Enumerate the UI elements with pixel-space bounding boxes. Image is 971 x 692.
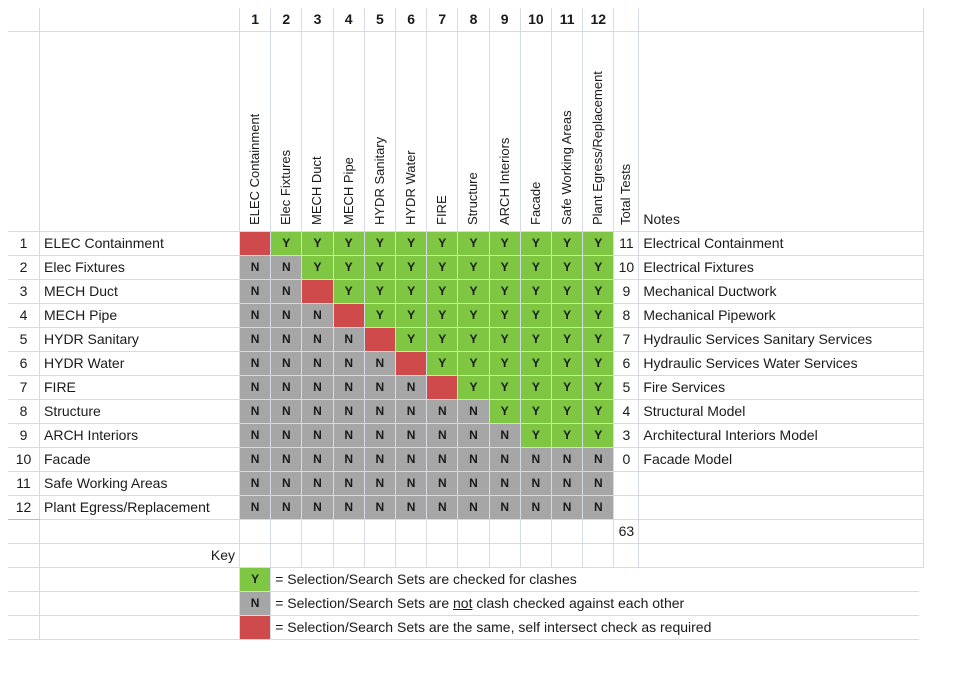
matrix-cell[interactable]: N (458, 496, 489, 520)
column-header-label: Facade (527, 181, 543, 225)
row-note[interactable]: Electrical Containment (639, 232, 924, 256)
row-note[interactable]: Mechanical Pipework (639, 304, 924, 328)
blank-cell[interactable] (271, 544, 302, 568)
matrix-cell[interactable]: Y (552, 256, 583, 280)
matrix-cell[interactable]: Y (458, 232, 489, 256)
column-header-label: ARCH Interiors (496, 137, 512, 225)
column-header-label: FIRE (434, 195, 450, 225)
key-swatch-S (240, 616, 271, 640)
blank-cell[interactable] (334, 544, 365, 568)
matrix-cell[interactable]: N (396, 496, 427, 520)
corner-cell[interactable] (8, 8, 40, 32)
matrix-cell[interactable]: N (240, 400, 271, 424)
column-number[interactable]: 3 (302, 8, 333, 32)
column-header-cell[interactable] (552, 32, 583, 232)
column-header-label: Elec Fixtures (278, 149, 294, 225)
key-description (271, 592, 919, 616)
matrix-cell[interactable]: N (365, 496, 396, 520)
row-note[interactable]: Mechanical Ductwork (639, 280, 924, 304)
row-total[interactable]: 5 (614, 376, 639, 400)
row-label[interactable]: Plant Egress/Replacement (40, 496, 240, 520)
matrix-cell[interactable]: N (458, 400, 489, 424)
matrix-cell[interactable]: Y (490, 352, 521, 376)
matrix-cell[interactable]: Y (490, 400, 521, 424)
matrix-cell[interactable]: N (334, 472, 365, 496)
row-note[interactable]: Facade Model (639, 448, 924, 472)
key-swatch-N: N (240, 592, 271, 616)
row-note[interactable]: Architectural Interiors Model (639, 424, 924, 448)
matrix-cell[interactable]: Y (552, 328, 583, 352)
matrix-cell[interactable]: Y (552, 280, 583, 304)
matrix-cell[interactable]: N (552, 472, 583, 496)
matrix-cell[interactable]: Y (490, 328, 521, 352)
column-number[interactable]: 10 (521, 8, 552, 32)
matrix-cell[interactable]: Y (552, 232, 583, 256)
matrix-cell[interactable]: N (365, 472, 396, 496)
matrix-cell[interactable] (302, 280, 333, 304)
column-number[interactable]: 1 (240, 8, 271, 32)
matrix-cell[interactable]: Y (458, 280, 489, 304)
blank-cell[interactable] (302, 520, 333, 544)
matrix-cell[interactable]: Y (490, 256, 521, 280)
matrix-cell[interactable]: N (334, 352, 365, 376)
matrix-cell[interactable]: Y (583, 352, 614, 376)
matrix-cell[interactable]: N (490, 472, 521, 496)
matrix-cell[interactable]: N (396, 448, 427, 472)
matrix-cell[interactable]: N (271, 352, 302, 376)
column-header-label: Structure (465, 172, 481, 225)
row-total[interactable]: 8 (614, 304, 639, 328)
column-header-label: Safe Working Areas (559, 110, 575, 225)
blank-cell[interactable] (40, 520, 240, 544)
matrix-cell[interactable]: N (427, 448, 458, 472)
blank-cell[interactable] (8, 592, 40, 616)
matrix-cell[interactable]: N (271, 328, 302, 352)
blank-cell[interactable] (240, 520, 271, 544)
blank-cell[interactable] (365, 520, 396, 544)
row-number[interactable]: 8 (8, 400, 40, 424)
blank-cell[interactable] (396, 544, 427, 568)
matrix-cell[interactable]: Y (552, 304, 583, 328)
matrix-cell[interactable]: Y (583, 256, 614, 280)
matrix-cell[interactable]: Y (396, 280, 427, 304)
row-note[interactable]: Hydraulic Services Water Services (639, 352, 924, 376)
row-total[interactable] (614, 472, 639, 496)
matrix-cell[interactable]: Y (521, 352, 552, 376)
matrix-cell[interactable]: Y (490, 280, 521, 304)
matrix-cell[interactable]: N (365, 448, 396, 472)
matrix-cell[interactable] (365, 328, 396, 352)
column-header-cell[interactable] (302, 32, 333, 232)
row-label[interactable]: ELEC Containment (40, 232, 240, 256)
matrix-cell[interactable]: Y (427, 304, 458, 328)
row-label[interactable]: Elec Fixtures (40, 256, 240, 280)
row-number[interactable]: 6 (8, 352, 40, 376)
blank-cell[interactable] (396, 520, 427, 544)
matrix-cell[interactable]: N (240, 472, 271, 496)
row-number[interactable]: 4 (8, 304, 40, 328)
matrix-cell[interactable]: Y (521, 256, 552, 280)
matrix-cell[interactable]: N (271, 448, 302, 472)
matrix-cell[interactable]: Y (552, 376, 583, 400)
matrix-cell[interactable]: Y (458, 352, 489, 376)
matrix-cell[interactable]: N (240, 304, 271, 328)
blank-cell[interactable] (8, 616, 40, 640)
matrix-cell[interactable]: N (427, 496, 458, 520)
row-note[interactable]: Hydraulic Services Sanitary Services (639, 328, 924, 352)
notes-header: Notes (643, 211, 680, 227)
column-header-cell[interactable] (396, 32, 427, 232)
matrix-cell[interactable]: Y (334, 280, 365, 304)
blank-cell[interactable] (521, 544, 552, 568)
matrix-cell[interactable]: Y (552, 400, 583, 424)
blank-cell[interactable] (334, 520, 365, 544)
total-tests-header: Total Tests (618, 163, 634, 225)
matrix-cell[interactable]: Y (427, 352, 458, 376)
selection-border (8, 519, 40, 520)
matrix-cell[interactable]: N (396, 400, 427, 424)
matrix-cell[interactable]: N (240, 496, 271, 520)
matrix-cell[interactable]: N (302, 400, 333, 424)
matrix-cell[interactable]: N (302, 496, 333, 520)
matrix-cell[interactable]: N (240, 424, 271, 448)
column-header-label: MECH Duct (309, 156, 325, 225)
notes-number-cell[interactable] (639, 8, 924, 32)
matrix-cell[interactable]: N (302, 376, 333, 400)
matrix-cell[interactable]: Y (583, 304, 614, 328)
matrix-cell[interactable]: Y (427, 280, 458, 304)
blank-cell[interactable] (40, 568, 240, 592)
row-label[interactable]: MECH Duct (40, 280, 240, 304)
matrix-cell[interactable]: N (271, 424, 302, 448)
row-number[interactable]: 3 (8, 280, 40, 304)
key-text-emphasis: not (453, 595, 473, 611)
matrix-cell[interactable]: Y (396, 232, 427, 256)
notes-header-cell[interactable] (639, 32, 924, 232)
matrix-cell[interactable]: N (521, 472, 552, 496)
row-total[interactable]: 9 (614, 280, 639, 304)
column-header-label: HYDR Sanitary (371, 136, 387, 225)
matrix-cell[interactable]: N (240, 328, 271, 352)
blank-cell[interactable] (8, 544, 40, 568)
blank-cell[interactable] (40, 616, 240, 640)
matrix-cell[interactable]: Y (427, 256, 458, 280)
row-total[interactable]: 11 (614, 232, 639, 256)
matrix-cell[interactable]: N (583, 472, 614, 496)
matrix-cell[interactable]: Y (271, 232, 302, 256)
matrix-cell[interactable]: N (240, 256, 271, 280)
matrix-cell[interactable]: N (271, 376, 302, 400)
blank-cell[interactable] (458, 544, 489, 568)
column-header-cell[interactable] (271, 32, 302, 232)
matrix-cell[interactable]: Y (427, 328, 458, 352)
matrix-cell[interactable]: N (271, 496, 302, 520)
column-header-cell[interactable] (365, 32, 396, 232)
column-header-cell[interactable] (427, 32, 458, 232)
header-label-blank-cell[interactable] (40, 32, 240, 232)
matrix-cell[interactable]: N (427, 472, 458, 496)
matrix-cell[interactable]: Y (427, 232, 458, 256)
blank-cell[interactable] (40, 592, 240, 616)
matrix-cell[interactable]: Y (583, 400, 614, 424)
matrix-cell[interactable]: N (302, 472, 333, 496)
row-number[interactable]: 7 (8, 376, 40, 400)
matrix-cell[interactable]: Y (365, 280, 396, 304)
blank-cell[interactable] (552, 520, 583, 544)
matrix-cell[interactable]: Y (583, 424, 614, 448)
matrix-cell[interactable]: N (521, 496, 552, 520)
matrix-cell[interactable]: Y (521, 304, 552, 328)
blank-cell[interactable] (240, 544, 271, 568)
column-header-cell[interactable] (521, 32, 552, 232)
matrix-cell[interactable]: Y (458, 256, 489, 280)
row-number[interactable]: 10 (8, 448, 40, 472)
matrix-cell[interactable]: N (240, 352, 271, 376)
matrix-cell[interactable]: Y (396, 256, 427, 280)
blank-cell[interactable] (302, 544, 333, 568)
matrix-cell[interactable]: N (396, 472, 427, 496)
matrix-cell[interactable]: N (271, 256, 302, 280)
matrix-cell[interactable]: N (240, 448, 271, 472)
matrix-cell[interactable]: Y (458, 304, 489, 328)
matrix-cell[interactable]: N (271, 304, 302, 328)
matrix-cell[interactable]: N (240, 280, 271, 304)
column-number[interactable]: 5 (365, 8, 396, 32)
matrix-cell[interactable]: Y (521, 232, 552, 256)
matrix-cell[interactable]: Y (490, 304, 521, 328)
column-number[interactable]: 9 (490, 8, 521, 32)
blank-cell[interactable] (365, 544, 396, 568)
row-total[interactable]: 3 (614, 424, 639, 448)
row-note[interactable]: Structural Model (639, 400, 924, 424)
blank-cell[interactable] (8, 520, 40, 544)
matrix-cell[interactable]: Y (458, 376, 489, 400)
matrix-cell[interactable]: N (302, 424, 333, 448)
blank-cell[interactable] (490, 520, 521, 544)
matrix-cell[interactable]: Y (365, 304, 396, 328)
matrix-cell[interactable]: Y (552, 424, 583, 448)
matrix-cell[interactable]: Y (396, 304, 427, 328)
row-number[interactable]: 5 (8, 328, 40, 352)
matrix-cell[interactable]: N (302, 352, 333, 376)
key-swatch-Y: Y (240, 568, 271, 592)
row-label[interactable]: Facade (40, 448, 240, 472)
matrix-cell[interactable]: N (271, 400, 302, 424)
matrix-cell[interactable]: N (427, 424, 458, 448)
matrix-cell[interactable]: N (334, 496, 365, 520)
matrix-cell[interactable]: Y (458, 328, 489, 352)
row-label[interactable]: ARCH Interiors (40, 424, 240, 448)
row-note[interactable] (639, 496, 924, 520)
column-number[interactable]: 7 (427, 8, 458, 32)
row-total[interactable]: 7 (614, 328, 639, 352)
matrix-cell[interactable] (240, 232, 271, 256)
row-number[interactable]: 12 (8, 496, 40, 520)
key-text: = Selection/Search Sets are (275, 595, 454, 611)
matrix-cell[interactable]: N (271, 280, 302, 304)
matrix-cell[interactable]: Y (521, 376, 552, 400)
matrix-cell[interactable]: Y (334, 256, 365, 280)
column-number[interactable]: 11 (552, 8, 583, 32)
row-label[interactable]: HYDR Sanitary (40, 328, 240, 352)
column-header-cell[interactable] (583, 32, 614, 232)
matrix-cell[interactable]: N (458, 448, 489, 472)
matrix-cell[interactable]: Y (302, 256, 333, 280)
matrix-cell[interactable]: N (427, 400, 458, 424)
column-number[interactable]: 12 (583, 8, 614, 32)
blank-cell[interactable] (271, 520, 302, 544)
row-number[interactable]: 9 (8, 424, 40, 448)
row-note[interactable]: Fire Services (639, 376, 924, 400)
blank-cell[interactable] (552, 544, 583, 568)
column-header-cell[interactable] (490, 32, 521, 232)
blank-cell[interactable] (583, 520, 614, 544)
row-total[interactable]: 6 (614, 352, 639, 376)
matrix-cell[interactable]: Y (583, 232, 614, 256)
row-total[interactable] (614, 496, 639, 520)
matrix-cell[interactable] (427, 376, 458, 400)
column-number[interactable]: 6 (396, 8, 427, 32)
key-text: clash checked against each other (472, 595, 685, 611)
key-title-cell[interactable]: Key (40, 544, 240, 568)
row-label[interactable]: Safe Working Areas (40, 472, 240, 496)
matrix-cell[interactable]: N (334, 448, 365, 472)
row-label[interactable]: MECH Pipe (40, 304, 240, 328)
matrix-cell[interactable]: Y (583, 376, 614, 400)
matrix-cell[interactable]: N (334, 328, 365, 352)
matrix-cell[interactable]: Y (365, 256, 396, 280)
matrix-cell[interactable]: N (583, 448, 614, 472)
matrix-cell[interactable]: N (490, 448, 521, 472)
matrix-cell[interactable]: Y (521, 424, 552, 448)
key-description: = Selection/Search Sets are the same, self intersect check as required (271, 616, 919, 640)
blank-cell[interactable] (639, 520, 924, 544)
row-note[interactable] (639, 472, 924, 496)
matrix-cell[interactable]: N (458, 472, 489, 496)
row-number[interactable]: 1 (8, 232, 40, 256)
matrix-cell[interactable]: N (552, 496, 583, 520)
matrix-cell[interactable]: N (271, 472, 302, 496)
row-total[interactable]: 4 (614, 400, 639, 424)
matrix-cell[interactable]: Y (521, 400, 552, 424)
column-number[interactable]: 2 (271, 8, 302, 32)
matrix-cell[interactable]: N (396, 376, 427, 400)
matrix-cell[interactable]: N (334, 424, 365, 448)
matrix-cell[interactable]: N (521, 448, 552, 472)
matrix-cell[interactable] (396, 352, 427, 376)
matrix-cell[interactable]: N (240, 376, 271, 400)
row-label[interactable]: FIRE (40, 376, 240, 400)
header-blank-cell[interactable] (8, 32, 40, 232)
matrix-cell[interactable]: Y (521, 280, 552, 304)
column-header-label: ELEC Containment (247, 113, 263, 225)
matrix-cell[interactable]: Y (583, 280, 614, 304)
blank-cell[interactable] (583, 544, 614, 568)
grand-total[interactable]: 63 (614, 520, 639, 544)
blank-cell[interactable] (639, 544, 924, 568)
matrix-cell[interactable]: Y (583, 328, 614, 352)
matrix-cell[interactable]: Y (365, 232, 396, 256)
row-total[interactable]: 10 (614, 256, 639, 280)
blank-cell[interactable] (8, 568, 40, 592)
matrix-cell[interactable]: N (302, 448, 333, 472)
row-note[interactable]: Electrical Fixtures (639, 256, 924, 280)
column-header-label: Plant Egress/Replacement (590, 71, 606, 225)
blank-cell[interactable] (427, 544, 458, 568)
matrix-cell[interactable]: Y (521, 328, 552, 352)
matrix-cell[interactable]: Y (490, 232, 521, 256)
matrix-cell[interactable]: Y (334, 232, 365, 256)
column-number[interactable]: 8 (458, 8, 489, 32)
matrix-cell[interactable]: N (365, 352, 396, 376)
column-header-cell[interactable] (458, 32, 489, 232)
matrix-cell[interactable]: N (334, 376, 365, 400)
matrix-cell[interactable]: N (302, 328, 333, 352)
matrix-cell[interactable]: N (583, 496, 614, 520)
column-number[interactable]: 4 (334, 8, 365, 32)
blank-cell[interactable] (521, 520, 552, 544)
row-number[interactable]: 2 (8, 256, 40, 280)
total-tests-header-cell[interactable] (614, 32, 639, 232)
matrix-cell[interactable]: N (490, 424, 521, 448)
matrix-cell[interactable]: Y (490, 376, 521, 400)
column-header-cell[interactable] (240, 32, 271, 232)
matrix-cell[interactable]: Y (396, 328, 427, 352)
matrix-cell[interactable]: Y (302, 232, 333, 256)
total-number-cell[interactable] (614, 8, 639, 32)
matrix-cell[interactable]: N (302, 304, 333, 328)
column-header-label: HYDR Water (403, 150, 419, 225)
row-label[interactable]: HYDR Water (40, 352, 240, 376)
row-total[interactable]: 0 (614, 448, 639, 472)
column-header-label: MECH Pipe (340, 157, 356, 225)
matrix-cell[interactable] (334, 304, 365, 328)
label-header-cell[interactable] (40, 8, 240, 32)
matrix-cell[interactable]: N (334, 400, 365, 424)
matrix-cell[interactable]: N (552, 448, 583, 472)
matrix-cell[interactable]: N (458, 424, 489, 448)
blank-cell[interactable] (614, 544, 639, 568)
key-description: = Selection/Search Sets are checked for clashes (271, 568, 919, 592)
matrix-cell[interactable]: N (490, 496, 521, 520)
column-header-cell[interactable] (334, 32, 365, 232)
matrix-cell[interactable]: N (365, 376, 396, 400)
row-label[interactable]: Structure (40, 400, 240, 424)
row-number[interactable]: 11 (8, 472, 40, 496)
matrix-cell[interactable]: N (365, 424, 396, 448)
blank-cell[interactable] (427, 520, 458, 544)
blank-cell[interactable] (490, 544, 521, 568)
blank-cell[interactable] (458, 520, 489, 544)
matrix-cell[interactable]: Y (552, 352, 583, 376)
matrix-cell[interactable]: N (396, 424, 427, 448)
matrix-cell[interactable]: N (365, 400, 396, 424)
